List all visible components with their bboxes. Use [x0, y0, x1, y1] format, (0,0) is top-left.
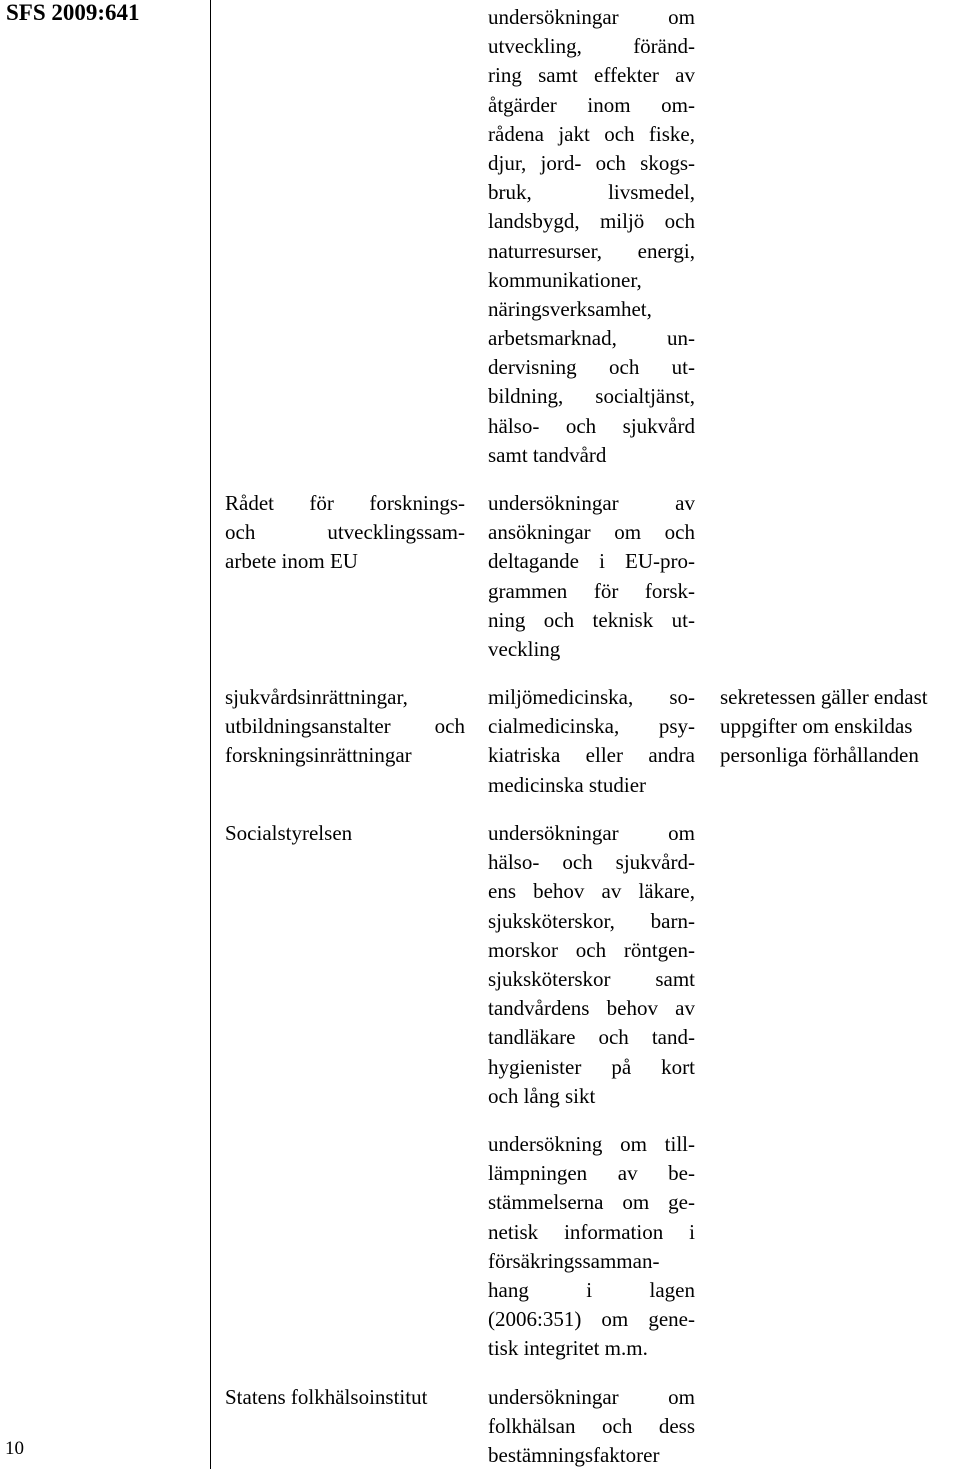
- purpose-line: folkhälsan och dess: [488, 1414, 695, 1439]
- purpose-line: miljömedicinska, so-: [488, 685, 695, 709]
- purpose-line: försäkringssamman-: [488, 1248, 660, 1273]
- purpose-line: hälso- och sjukvård: [488, 413, 695, 438]
- purpose-line: cialmedicinska, psy-: [488, 714, 695, 739]
- left-margin-bar: [0, 0, 211, 1469]
- purpose-cell: [488, 819, 695, 1111]
- purpose-line: ning och teknisk ut-: [488, 607, 695, 632]
- authority-cell: [225, 1383, 465, 1412]
- purpose-line: undersökningar av: [488, 491, 695, 515]
- purpose-cell: [488, 3, 695, 470]
- purpose-line: tandläkare och tand-: [488, 1025, 695, 1050]
- authority-line: arbete inom EU: [225, 549, 358, 574]
- sfs-number: SFS 2009:641: [6, 0, 140, 25]
- authority-line: utbildningsanstalter och: [225, 714, 465, 739]
- purpose-line: hälso- och sjukvård-: [488, 850, 695, 875]
- purpose-line: näringsverksamhet,: [488, 296, 652, 321]
- notes-line: uppgifter om enskildas: [720, 714, 913, 739]
- purpose-line: ring samt effekter av: [488, 63, 695, 88]
- purpose-line: och lång sikt: [488, 1083, 596, 1108]
- authority-cell: [225, 683, 465, 771]
- purpose-line: rådena jakt och fiske,: [488, 121, 695, 146]
- purpose-line: deltagande i EU-pro-: [488, 549, 695, 574]
- purpose-line: grammen för forsk-: [488, 578, 695, 603]
- purpose-line: kiatriska eller andra: [488, 743, 695, 768]
- authority-line: Statens folkhälsoinstitut: [225, 1385, 428, 1409]
- authority-cell: [225, 819, 465, 848]
- purpose-line: sjuksköterskor samt: [488, 966, 695, 991]
- notes-cell: [720, 683, 956, 771]
- purpose-line: hygienister på kort: [488, 1054, 695, 1079]
- purpose-line: stämmelserna om ge-: [488, 1190, 695, 1215]
- purpose-line: arbetsmarknad, un-: [488, 326, 695, 351]
- authority-cell: [225, 489, 465, 577]
- purpose-line: åtgärder inom om-: [488, 92, 695, 117]
- purpose-line: netisk information i: [488, 1219, 695, 1244]
- purpose-line: bildning, socialtjänst,: [488, 384, 695, 409]
- purpose-line: tandvårdens behov av: [488, 996, 695, 1021]
- purpose-line: ens behov av läkare,: [488, 879, 695, 904]
- purpose-line: dervisning och ut-: [488, 355, 695, 380]
- purpose-line: undersökningar om: [488, 821, 695, 845]
- purpose-cell: [488, 683, 695, 800]
- purpose-line: ansökningar om och: [488, 520, 695, 545]
- page-number: 10: [5, 1438, 24, 1459]
- authority-line: forskningsinrättningar: [225, 743, 412, 768]
- purpose-line: (2006:351) om gene-: [488, 1307, 695, 1332]
- purpose-line: bruk, livsmedel,: [488, 180, 695, 205]
- purpose-line: djur, jord- och skogs-: [488, 150, 695, 175]
- authority-line: sjukvårdsinrättningar,: [225, 685, 408, 709]
- authority-line: och utvecklingssam-: [225, 520, 465, 545]
- purpose-cell: [488, 1130, 695, 1364]
- purpose-line: naturresurser, energi,: [488, 238, 695, 263]
- purpose-cell: [488, 489, 695, 664]
- purpose-line: landsbygd, miljö och: [488, 209, 695, 234]
- purpose-line: tisk integritet m.m.: [488, 1336, 648, 1361]
- notes-line: personliga förhållanden: [720, 743, 919, 768]
- authority-line: Socialstyrelsen: [225, 821, 353, 845]
- purpose-line: undersökningar om: [488, 1385, 695, 1409]
- purpose-line: samt tandvård: [488, 442, 607, 467]
- purpose-line: lämpningen av be-: [488, 1161, 695, 1186]
- purpose-line: undersökning om till-: [488, 1132, 695, 1156]
- purpose-line: sjuksköterskor, barn-: [488, 908, 695, 933]
- purpose-line: undersökningar om: [488, 5, 695, 29]
- notes-line: sekretessen gäller endast: [720, 685, 928, 709]
- purpose-line: bestämningsfaktorer: [488, 1443, 660, 1468]
- purpose-line: morskor och röntgen-: [488, 937, 695, 962]
- purpose-line: utveckling, föränd-: [488, 34, 695, 59]
- purpose-cell: [488, 1383, 695, 1471]
- purpose-line: medicinska studier: [488, 772, 647, 797]
- purpose-line: hang i lagen: [488, 1277, 695, 1302]
- purpose-line: kommunikationer,: [488, 267, 642, 292]
- purpose-line: veckling: [488, 636, 561, 661]
- authority-line: Rådet för forsknings-: [225, 491, 465, 515]
